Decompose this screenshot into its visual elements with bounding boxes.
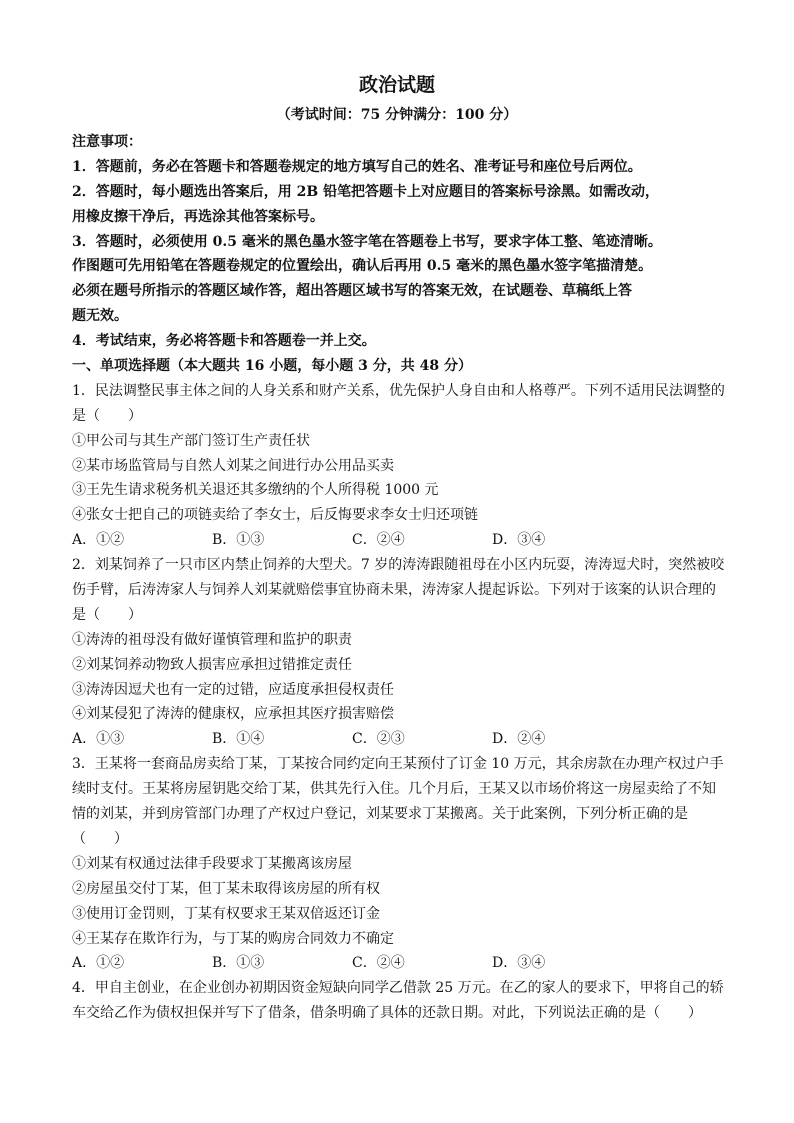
q2-item: ③涛涛因逗犬也有一定的过错，应适度承担侵权责任 bbox=[72, 681, 394, 698]
q2-stem-line: 2．刘某饲养了一只市区内禁止饲养的大型犬。7 岁的涛涛跟随祖母在小区内玩耍，涛涛逗犬时，突然被咬 bbox=[72, 557, 725, 574]
notes-line: 题无效。 bbox=[72, 308, 128, 325]
q1-item: ③王先生请求税务机关退还其多缴纳的个人所得税 1000 元 bbox=[72, 482, 439, 499]
q2-stem-line: 是（ ） bbox=[72, 606, 142, 623]
q1-stem-line: 是（ ） bbox=[72, 407, 142, 424]
q1-option-c: C．②④ bbox=[352, 532, 405, 549]
q2-item: ①涛涛的祖母没有做好谨慎管理和监护的职责 bbox=[72, 631, 352, 648]
q3-options bbox=[72, 951, 732, 976]
q2-option-b: B．①④ bbox=[212, 731, 265, 748]
q1-option-b: B．①③ bbox=[212, 532, 265, 549]
q2-option-a: A．①③ bbox=[72, 731, 125, 748]
notes-line: 4．考试结束，务必将答题卡和答题卷一并上交。 bbox=[72, 333, 376, 350]
q3-stem-line: 3．王某将一套商品房卖给丁某，丁某按合同约定向王某预付了订金 10 万元，其余房款在办理产权过户手 bbox=[72, 756, 724, 773]
q3-stem-line: （ ） bbox=[72, 830, 128, 847]
q3-option-a: A．①② bbox=[72, 955, 125, 972]
exam-subtitle: （考试时间：75 分钟满分：100 分） bbox=[276, 107, 518, 123]
notes-line: 3．答题时，必须使用 0.5 毫米的黑色墨水签字笔在答题卷上书写，要求字体工整、笔迹清晰。 bbox=[72, 233, 662, 250]
q2-item: ②刘某饲养动物致人损害应承担过错推定责任 bbox=[72, 656, 352, 673]
exam-content bbox=[72, 130, 732, 1026]
q3-item: ③使用订金罚则，丁某有权要求王某双倍返还订金 bbox=[72, 905, 380, 922]
q3-stem-line: 情的刘某，并到房管部门办理了产权过户登记，刘某要求丁某搬离。关于此案例，下列分析正确的是 bbox=[72, 806, 688, 823]
q3-stem-line: 续时支付。王某将房屋钥匙交给丁某，供其先行入住。几个月后，王某又以市场价将这一房屋卖给了不知 bbox=[72, 781, 716, 798]
notes-heading: 注意事项： bbox=[72, 134, 142, 150]
section-heading: 一、单项选择题（本大题共 16 小题，每小题 3 分，共 48 分） bbox=[72, 358, 472, 375]
exam-title: 政治试题 bbox=[358, 74, 435, 96]
notes-line: 用橡皮擦干净后，再选涂其他答案标号。 bbox=[72, 208, 324, 225]
q3-option-c: C．②④ bbox=[352, 955, 405, 972]
q1-item: ④张女士把自己的项链卖给了李女士，后反悔要求李女士归还项链 bbox=[72, 507, 478, 524]
notes-line: 必须在题号所指示的答题区域作答，超出答题区域书写的答案无效，在试题卷、草稿纸上答 bbox=[72, 283, 632, 300]
q2-item: ④刘某侵犯了涛涛的健康权，应承担其医疗损害赔偿 bbox=[72, 706, 394, 723]
q4-stem-line: 车交给乙作为债权担保并写下了借条，借条明确了具体的还款日期。对此，下列说法正确的是（ ） bbox=[72, 1005, 702, 1022]
q2-option-d: D．②④ bbox=[492, 731, 546, 748]
notes-line: 2．答题时，每小题选出答案后，用 2B 铅笔把答题卡上对应题目的答案标号涂黑。如需改动， bbox=[72, 183, 660, 200]
q1-options bbox=[72, 528, 732, 553]
notes-line: 1．答题前，务必在答题卡和答题卷规定的地方填写自己的姓名、准考证号和座位号后两位。 bbox=[72, 158, 642, 175]
q3-option-d: D．③④ bbox=[492, 955, 546, 972]
q1-stem-line: 1．民法调整民事主体之间的人身关系和财产关系，优先保护人身自由和人格尊严。下列不适用民法调整的 bbox=[72, 382, 725, 399]
q2-stem-line: 伤手臂，后涛涛家人与饲养人刘某就赔偿事宜协商未果，涛涛家人提起诉讼。下列对于该案的认识合理的 bbox=[72, 582, 716, 599]
notes-line: 作图题可先用铅笔在答题卷规定的位置绘出，确认后再用 0.5 毫米的黑色墨水签字笔描清楚。 bbox=[72, 258, 653, 275]
q3-option-b: B．①③ bbox=[212, 955, 265, 972]
q1-item: ①甲公司与其生产部门签订生产责任状 bbox=[72, 432, 310, 449]
q3-item: ②房屋虽交付丁某，但丁某未取得该房屋的所有权 bbox=[72, 880, 380, 897]
q2-option-c: C．②③ bbox=[352, 731, 405, 748]
q1-option-d: D．③④ bbox=[492, 532, 546, 549]
q1-item: ②某市场监管局与自然人刘某之间进行办公用品买卖 bbox=[72, 457, 394, 474]
q1-option-a: A．①② bbox=[72, 532, 125, 549]
q4-stem-line: 4．甲自主创业，在企业创办初期因资金短缺向同学乙借款 25 万元。在乙的家人的要求下，甲将自己的轿 bbox=[72, 980, 724, 997]
q3-item: ④王某存在欺诈行为，与丁某的购房合同效力不确定 bbox=[72, 930, 394, 947]
q2-options bbox=[72, 727, 732, 752]
q3-item: ①刘某有权通过法律手段要求丁某搬离该房屋 bbox=[72, 855, 352, 872]
